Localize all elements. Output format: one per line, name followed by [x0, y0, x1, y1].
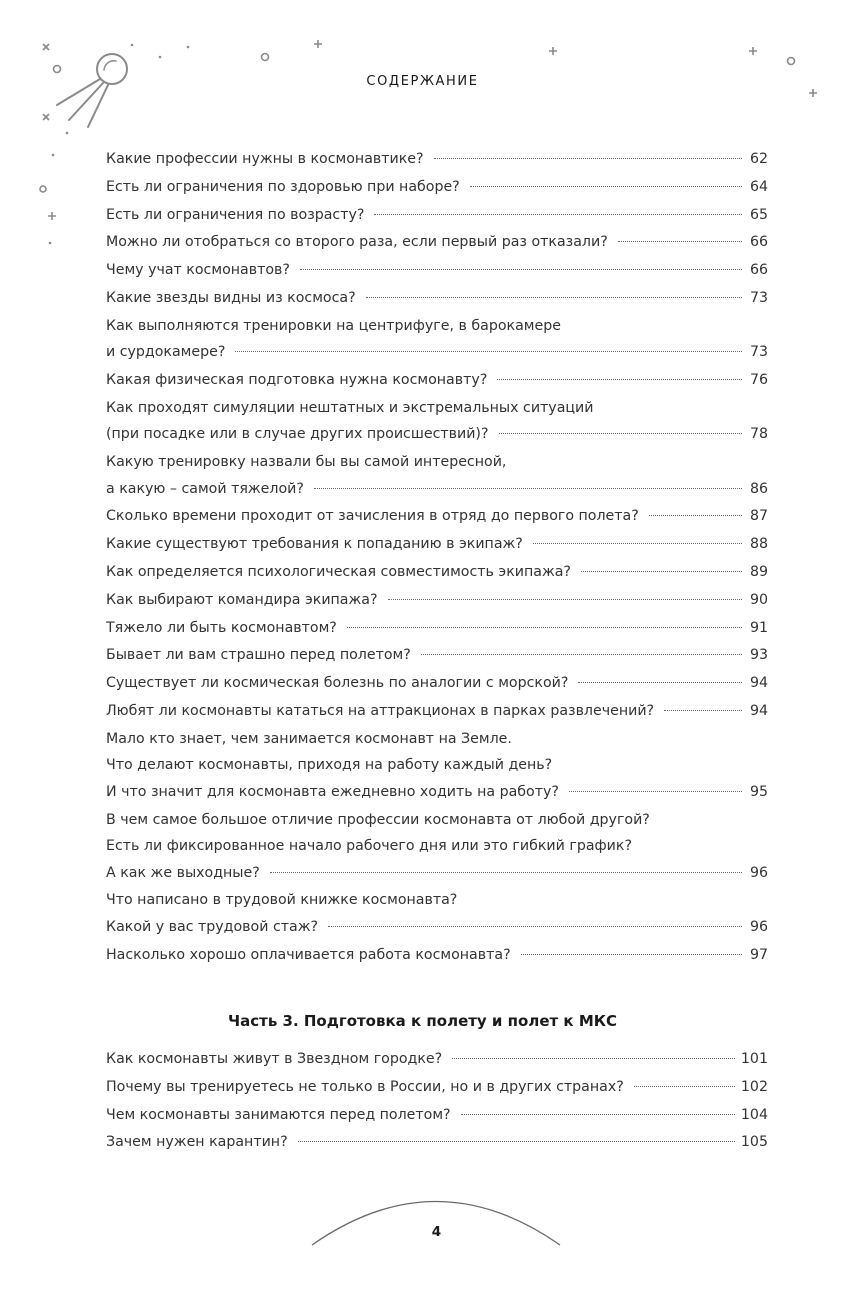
toc-entry-text: Какие профессии нужны в космонавтике? — [106, 151, 424, 167]
toc-page-number: 96 — [749, 864, 768, 881]
dot-leader — [499, 433, 742, 434]
toc-entry — [106, 587, 768, 615]
toc-entry-text: Как выбирают командира экипажа? — [106, 591, 378, 608]
toc-entry-row — [106, 670, 768, 698]
toc-entry — [106, 1129, 768, 1157]
toc-entry — [106, 559, 768, 587]
dot-leader — [300, 269, 742, 270]
dot-leader — [421, 654, 742, 655]
toc-page-number: 104 — [740, 1106, 768, 1123]
toc-page-number: 90 — [749, 591, 768, 608]
toc-entry-text: Какая физическая подготовка нужна космонавту? — [106, 372, 488, 389]
dot-leader — [461, 1114, 735, 1115]
dot-leader — [470, 186, 742, 187]
dot-leader — [347, 627, 742, 628]
dot-leader — [452, 1058, 735, 1059]
toc-entry-text: Чему учат космонавтов? — [106, 262, 290, 279]
toc-entry — [106, 887, 768, 941]
dot-leader — [366, 297, 742, 298]
toc-entry-text: Тяжело ли быть космонавтом? — [106, 619, 337, 636]
toc-entry — [106, 807, 768, 888]
toc-page-number: 66 — [749, 234, 768, 251]
dot-leader — [434, 158, 742, 159]
toc-entry-text: Какой у вас трудовой стаж? — [106, 918, 319, 935]
toc-entry-row — [106, 698, 768, 726]
toc-entry-row — [106, 942, 768, 970]
table-of-contents — [106, 146, 768, 970]
toc-entry-row — [106, 860, 768, 888]
toc-entry-row — [106, 503, 768, 531]
toc-entry-row — [106, 615, 768, 643]
dot-leader — [578, 682, 742, 683]
dot-leader — [374, 214, 742, 215]
toc-page-number: 64 — [749, 178, 768, 195]
toc-entry-row — [106, 174, 768, 202]
toc-entry-row — [106, 285, 768, 313]
dot-leader — [581, 571, 742, 572]
dot-leader — [270, 872, 742, 873]
toc-entry-text: Насколько хорошо оплачивается работа космонавта? — [106, 946, 511, 963]
satellite-icon — [57, 54, 127, 127]
toc-entry — [106, 257, 768, 285]
toc-entry-text: Чем космонавты занимаются перед полетом? — [106, 1106, 451, 1123]
toc-entry — [106, 229, 768, 257]
toc-entry-row — [106, 146, 768, 174]
toc-entry-text: Существует ли космическая болезнь по аналогии с морской? — [106, 675, 569, 692]
dot-leader — [314, 488, 742, 489]
toc-entry — [106, 1102, 768, 1130]
toc-entry-text: Как космонавты живут в Звездном городке? — [106, 1051, 443, 1067]
dot-leader — [634, 1086, 735, 1087]
toc-entry-text: А как же выходные? — [106, 864, 260, 881]
toc-entry — [106, 367, 768, 395]
toc-page-number: 96 — [749, 918, 768, 935]
toc-entry — [106, 1046, 768, 1074]
toc-entry — [106, 174, 768, 202]
toc-page-number: 95 — [749, 783, 768, 800]
dot-leader — [533, 543, 742, 544]
toc-entry-text: Почему вы тренируетесь не только в России, но и в других странах? — [106, 1078, 624, 1095]
toc-entry-text: Мало кто знает, чем занимается космонавт на Земле. — [106, 730, 512, 747]
toc-page-number: 73 — [749, 289, 768, 306]
toc-entry-text: Какие звезды видны из космоса? — [106, 289, 356, 306]
toc-entry — [106, 615, 768, 643]
toc-entry-text: Что делают космонавты, приходя на работу каждый день? — [106, 757, 553, 774]
toc-entry-row — [106, 367, 768, 395]
toc-entry — [106, 726, 768, 807]
toc-page-number: 87 — [749, 508, 768, 525]
toc-page-number: 65 — [749, 206, 768, 223]
page-title: СОДЕРЖАНИЕ — [366, 74, 479, 89]
toc-entry-text: Есть ли ограничения по возрасту? — [106, 206, 365, 223]
section-title: Часть 3. Подготовка к полету и полет к МКС — [227, 1012, 618, 1030]
toc-entry-text: Как проходят симуляции нештатных и экстремальных ситуаций — [106, 399, 594, 416]
toc-entry-row — [106, 339, 768, 367]
dot-leader — [521, 954, 742, 955]
toc-entry-text: Зачем нужен карантин? — [106, 1134, 288, 1151]
toc-entry-text: а какую – самой тяжелой? — [106, 480, 304, 497]
toc-page-number: 94 — [749, 675, 768, 692]
toc-entry — [106, 503, 768, 531]
toc-entry-row — [106, 421, 768, 449]
toc-entry-row — [106, 587, 768, 615]
toc-entry — [106, 642, 768, 670]
toc-entry-text: Есть ли фиксированное начало рабочего дня или это гибкий график? — [106, 838, 632, 855]
toc-entry — [106, 1074, 768, 1102]
toc-page-number: 88 — [749, 536, 768, 553]
toc-entry-text: Как определяется психологическая совместимость экипажа? — [106, 564, 571, 581]
toc-entry-text: и сурдокамере? — [106, 344, 226, 361]
section-contents — [106, 1046, 768, 1157]
toc-entry-text: Любят ли космонавты кататься на аттракционах в парках развлечений? — [106, 703, 655, 720]
toc-entry-row — [106, 914, 768, 942]
toc-page-number: 91 — [749, 619, 768, 636]
toc-entry-text: В чем самое большое отличие профессии космонавта от любой другой? — [106, 811, 650, 828]
toc-entry-row — [106, 202, 768, 230]
toc-entry — [106, 395, 768, 449]
page-number: 4 — [431, 1224, 442, 1240]
toc-entry-row — [106, 642, 768, 670]
toc-page-number: 97 — [749, 946, 768, 963]
toc-entry-row — [106, 531, 768, 559]
toc-entry — [106, 202, 768, 230]
toc-entry-row — [106, 257, 768, 285]
toc-entry — [106, 313, 768, 367]
dot-leader — [664, 710, 742, 711]
toc-page-number: 102 — [740, 1078, 768, 1095]
toc-page-number: 66 — [749, 262, 768, 279]
toc-entry — [106, 670, 768, 698]
toc-entry-text: И что значит для космонавта ежедневно ходить на работу? — [106, 783, 559, 800]
toc-page-number: 78 — [749, 426, 768, 443]
dot-leader — [649, 515, 742, 516]
toc-entry — [106, 285, 768, 313]
toc-entry-text: Что написано в трудовой книжке космонавта? — [106, 892, 458, 909]
toc-entry-text: Какую тренировку назвали бы вы самой интересной, — [106, 454, 507, 471]
toc-page-number: 93 — [749, 647, 768, 664]
toc-page-number: 62 — [749, 151, 768, 167]
toc-page-number: 86 — [749, 480, 768, 497]
toc-entry — [106, 146, 768, 174]
toc-entry — [106, 698, 768, 726]
toc-entry — [106, 531, 768, 559]
dot-leader — [235, 351, 742, 352]
dot-leader — [618, 241, 742, 242]
toc-entry-row — [106, 1129, 768, 1157]
toc-entry-row — [106, 779, 768, 807]
toc-entry-row — [106, 1102, 768, 1130]
toc-page-number: 94 — [749, 703, 768, 720]
toc-page-number: 89 — [749, 564, 768, 581]
toc-entry — [106, 449, 768, 503]
toc-entry-text: Можно ли отобраться со второго раза, если первый раз отказали? — [106, 234, 608, 251]
toc-page-number: 73 — [749, 344, 768, 361]
toc-entry-text: Сколько времени проходит от зачисления в отряд до первого полета? — [106, 508, 639, 525]
toc-entry-row — [106, 559, 768, 587]
dot-leader — [497, 379, 742, 380]
dot-leader — [328, 926, 742, 927]
dot-leader — [388, 599, 742, 600]
dot-leader — [298, 1141, 735, 1142]
toc-page-number: 76 — [749, 372, 768, 389]
toc-entry-row — [106, 1074, 768, 1102]
toc-entry-text: Есть ли ограничения по здоровью при наборе? — [106, 178, 460, 195]
toc-entry-row — [106, 229, 768, 257]
toc-page-number: 105 — [740, 1134, 768, 1151]
dot-leader — [569, 791, 742, 792]
toc-page-number: 101 — [740, 1051, 768, 1067]
toc-entry — [106, 942, 768, 970]
toc-entry-row — [106, 476, 768, 504]
toc-entry-text: Как выполняются тренировки на центрифуге, в барокамере — [106, 317, 561, 334]
toc-entry-text: Какие существуют требования к попаданию в экипаж? — [106, 536, 523, 553]
toc-entry-text: Бывает ли вам страшно перед полетом? — [106, 647, 411, 664]
toc-entry-row — [106, 1046, 768, 1074]
toc-entry-text: (при посадке или в случае других происшествий)? — [106, 426, 489, 443]
